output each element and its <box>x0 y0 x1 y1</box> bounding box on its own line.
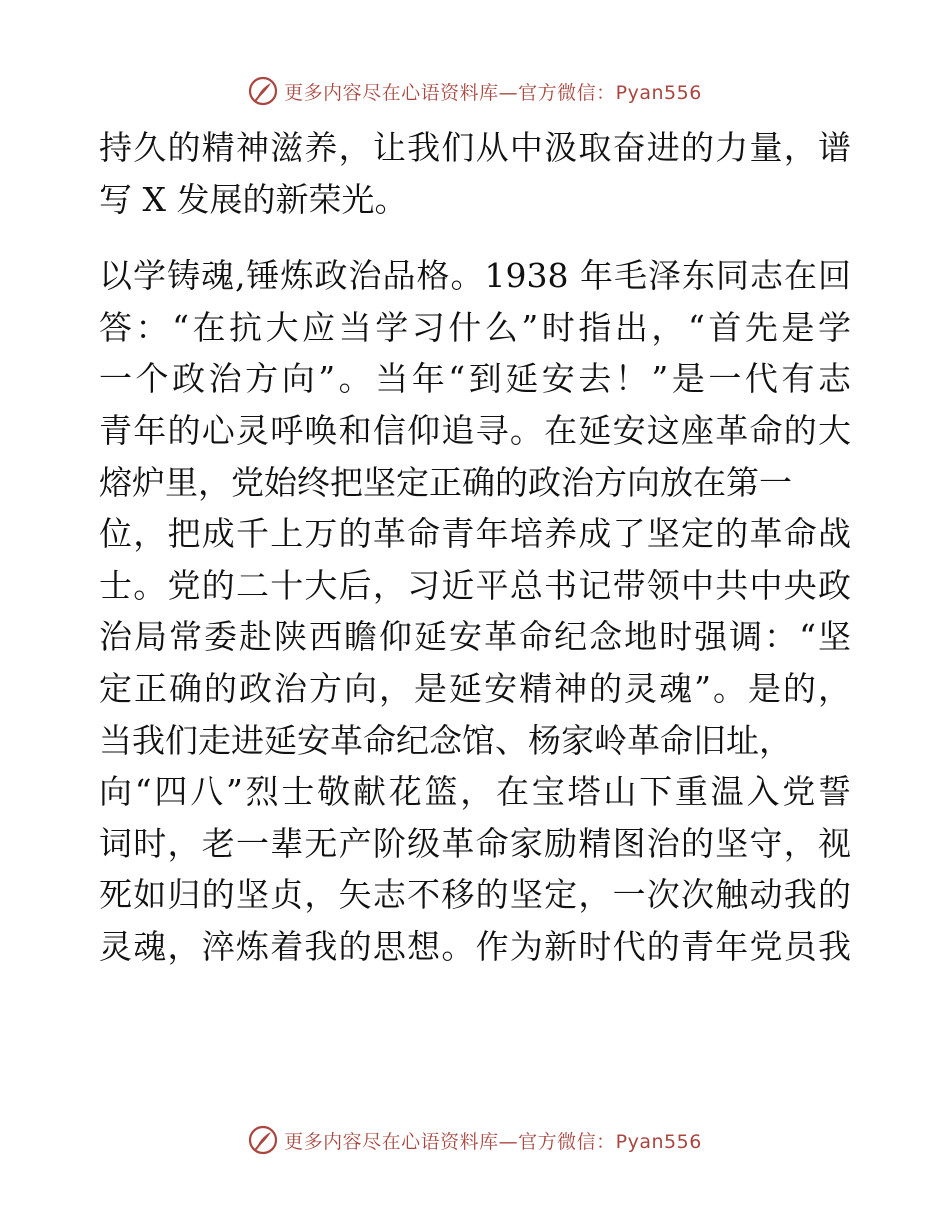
footer-watermark <box>0 1120 950 1160</box>
paragraph-1 <box>99 122 851 225</box>
text-line: 当我们走进延安革命纪念馆、杨家岭革命旧址， <box>99 720 792 760</box>
feather-pen-logo-icon <box>248 76 278 106</box>
document-body <box>99 122 851 973</box>
paragraph-2 <box>99 250 851 972</box>
text-line: 向“四八”烈士敬献花篮，在宝塔山下重温入党誓 <box>99 772 851 812</box>
text-line: 定正确的政治方向，是延安精神的灵魂”。是的， <box>99 668 851 708</box>
text-line: 答：“在抗大应当学习什么”时指出，“首先是学 <box>99 307 851 347</box>
text-line: 一个政治方向”。当年“到延安去！”是一代有志 <box>99 359 851 399</box>
footer-watermark-text: 更多内容尽在心语资料库—官方微信：Pyan556 <box>284 1130 702 1153</box>
text-line: 写 X 发展的新荣光。 <box>99 179 408 219</box>
paragraph-gap <box>99 225 851 250</box>
text-line: 词时，老一辈无产阶级革命家励精图治的坚守，视 <box>99 823 851 863</box>
text-line: 士。党的二十大后，习近平总书记带领中共中央政 <box>99 565 851 605</box>
header-watermark-text: 更多内容尽在心语资料库—官方微信：Pyan556 <box>284 81 702 104</box>
text-line: 青年的心灵呼唤和信仰追寻。在延安这座革命的大 <box>99 410 851 450</box>
header-watermark <box>0 71 950 111</box>
text-line: 持久的精神滋养，让我们从中汲取奋进的力量，谱 <box>99 128 851 167</box>
text-line: 位，把成千上万的革命青年培养成了坚定的革命战 <box>99 514 851 554</box>
text-line: 灵魂，淬炼着我的思想。作为新时代的青年党员我 <box>99 926 851 966</box>
text-line: 熔炉里，党始终把坚定正确的政治方向放在第一 <box>99 462 792 502</box>
feather-pen-logo-icon <box>248 1125 278 1155</box>
text-line: 以学铸魂,锤炼政治品格。1938 年毛泽东同志在回 <box>99 256 851 296</box>
text-line: 死如归的坚贞，矢志不移的坚定，一次次触动我的 <box>99 875 851 915</box>
text-line: 治局常委赴陕西瞻仰延安革命纪念地时强调：“坚 <box>99 617 851 657</box>
